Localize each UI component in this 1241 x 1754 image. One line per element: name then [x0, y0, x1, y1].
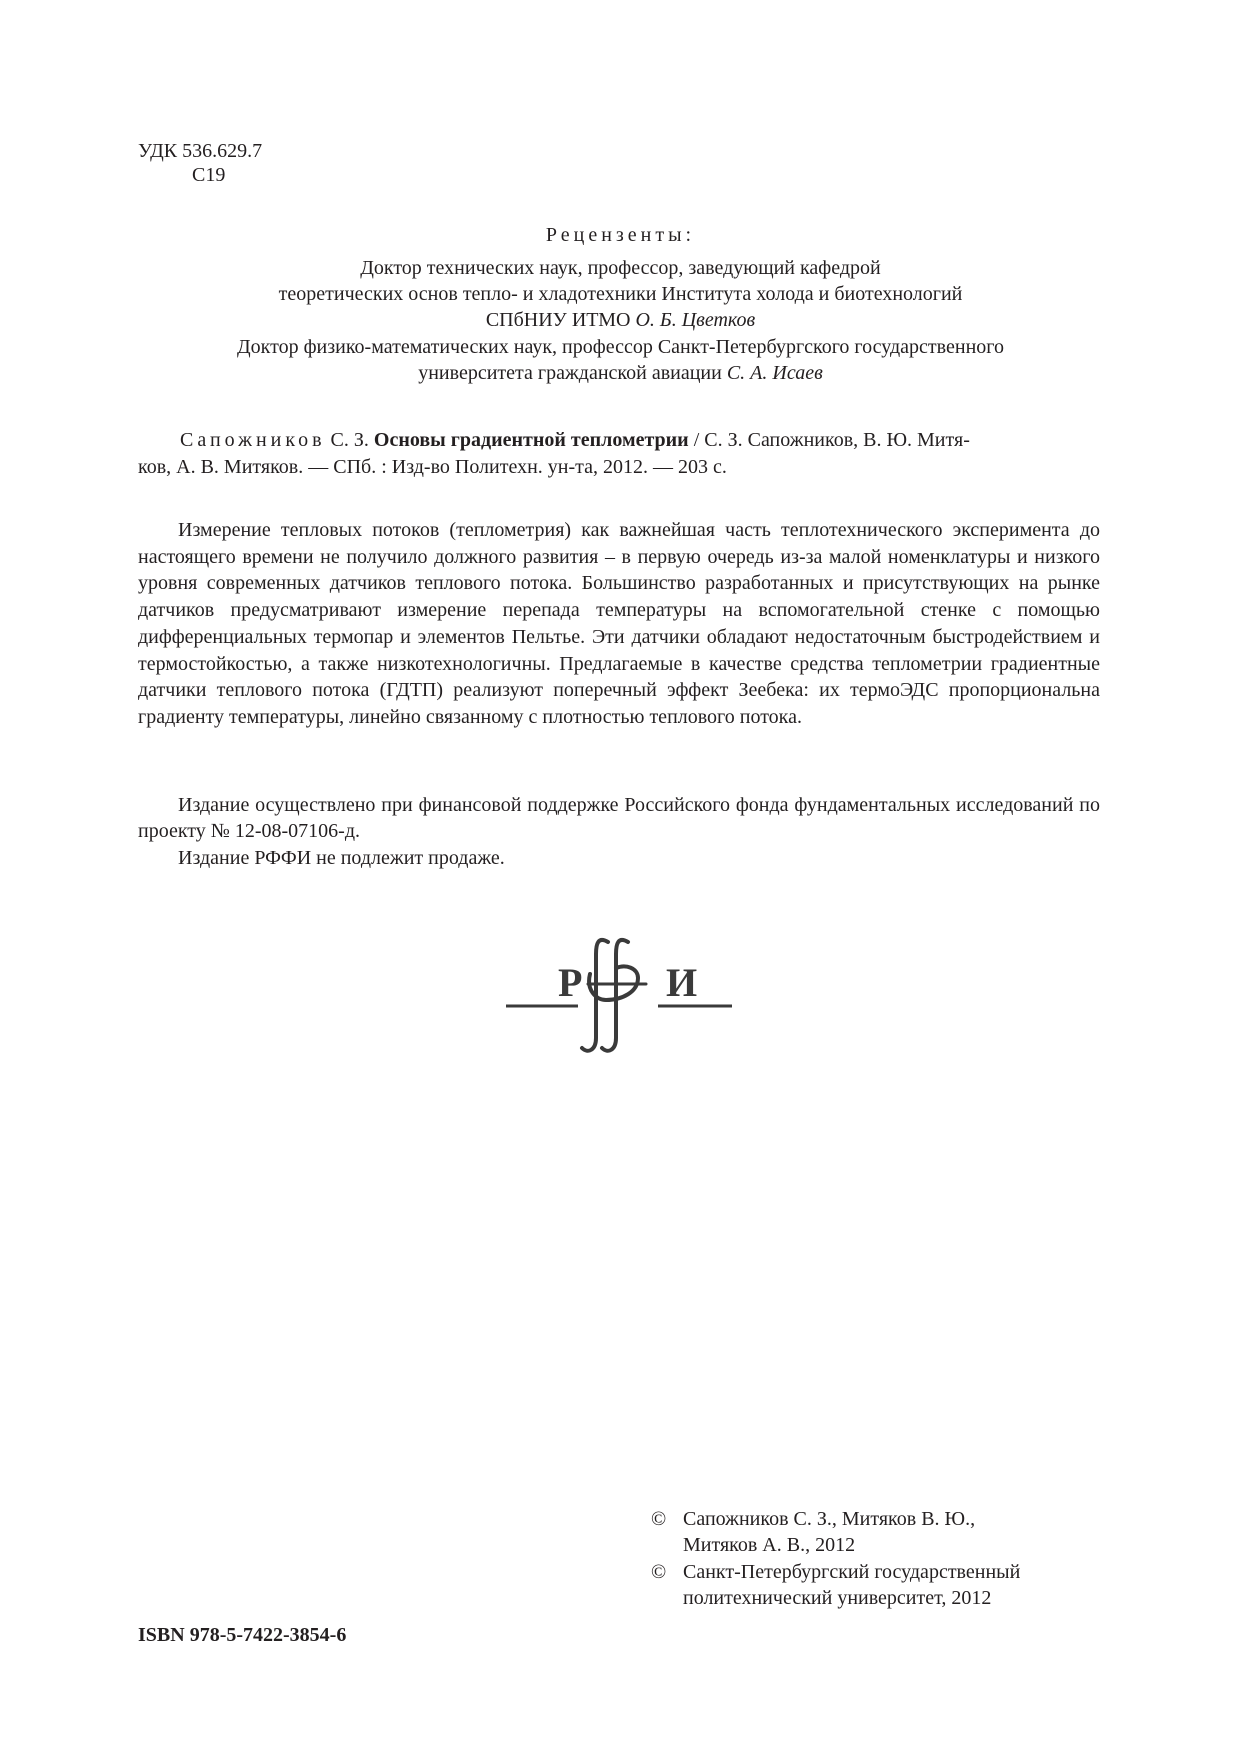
- isbn: ISBN 978-5-7422-3854-6: [138, 1624, 347, 1646]
- citation-title: Основы градиентной теплометрии: [373, 429, 689, 451]
- rffi-logo: [500, 930, 740, 1060]
- logo-letter-r: Р: [558, 960, 583, 1005]
- copyright-symbol-1: ©: [651, 1508, 667, 1530]
- citation-authors-rest: / С. З. Сапожников, В. Ю. Митя-: [693, 429, 970, 451]
- reviewer-1-name: О. Б. Цветков: [635, 309, 756, 331]
- reviewer-2-org: университета гражданской авиации: [418, 362, 722, 384]
- citation-line-2: ков, А. В. Митяков. — СПб. : Изд-во Политехн. ун-та, 2012. — 203 с.: [138, 456, 727, 478]
- copyright-1-line-1: Сапожников С. З., Митяков В. Ю.,: [683, 1508, 976, 1530]
- reviewer-1-line-2: теоретических основ тепло- и хладотехники Института холода и биотехнологий: [278, 283, 963, 305]
- citation-line-1: [180, 427, 1100, 453]
- reviewer-1-org: СПбНИУ ИТМО: [485, 309, 631, 331]
- funding-paragraph: Издание осуществлено при финансовой поддержке Российского фонда фундаментальных исследований по проекту № 12-08-07106-д.: [138, 794, 1100, 842]
- citation-author: Сапожников: [180, 429, 326, 451]
- copyright-1-line-2: Митяков А. В., 2012: [683, 1534, 856, 1556]
- reviewers-heading: Рецензенты:: [545, 224, 696, 246]
- logo-ff-glyph: [582, 940, 646, 1051]
- reviewer-1-line-3: [0, 307, 1241, 333]
- udk-index: С19: [192, 164, 226, 186]
- reviewer-2-line-2: [0, 360, 1241, 386]
- citation-initials: С. З.: [330, 429, 369, 451]
- reviewer-1-line-1: Доктор технических наук, профессор, заведующий кафедрой: [360, 257, 881, 279]
- logo-letter-i: И: [666, 960, 698, 1005]
- udk-code: УДК 536.629.7: [138, 140, 263, 162]
- copyright-2-line-2: политехнический университет, 2012: [683, 1587, 992, 1609]
- reviewer-2-line-1: Доктор физико-математических наук, профессор Санкт-Петербургского государственного: [237, 336, 1004, 358]
- funding-not-for-sale: Издание РФФИ не подлежит продаже.: [178, 847, 505, 869]
- copyright-2-line-1: Санкт-Петербургский государственный: [683, 1561, 1021, 1583]
- copyright-symbol-2: ©: [651, 1561, 667, 1583]
- abstract-paragraph: Измерение тепловых потоков (теплометрия) как важнейшая часть теплотехнического эксперимента до настоящего времени не получило должного развития – в первую очередь из-за малой номенклатуры и низкого уровня современных датчиков теплового потока. Большинство разработанных и присутствующих на рынке датчиков предусматривают измерение перепада температуры на вспомогательной стенке с помощью дифференциальных термопар и элементов Пельтье. Эти датчики обладают недостаточным быстродействием и термостойкостью, а также низкотехнологичны. Предлагаемые в качестве средства теплометрии градиентные датчики теплового потока (ГДТП) реализуют поперечный эффект Зеебека: их термоЭДС пропорциональна градиенту температуры, линейно связанному с плотностью теплового потока.: [138, 519, 1100, 728]
- reviewer-2-name: С. А. Исаев: [726, 362, 823, 384]
